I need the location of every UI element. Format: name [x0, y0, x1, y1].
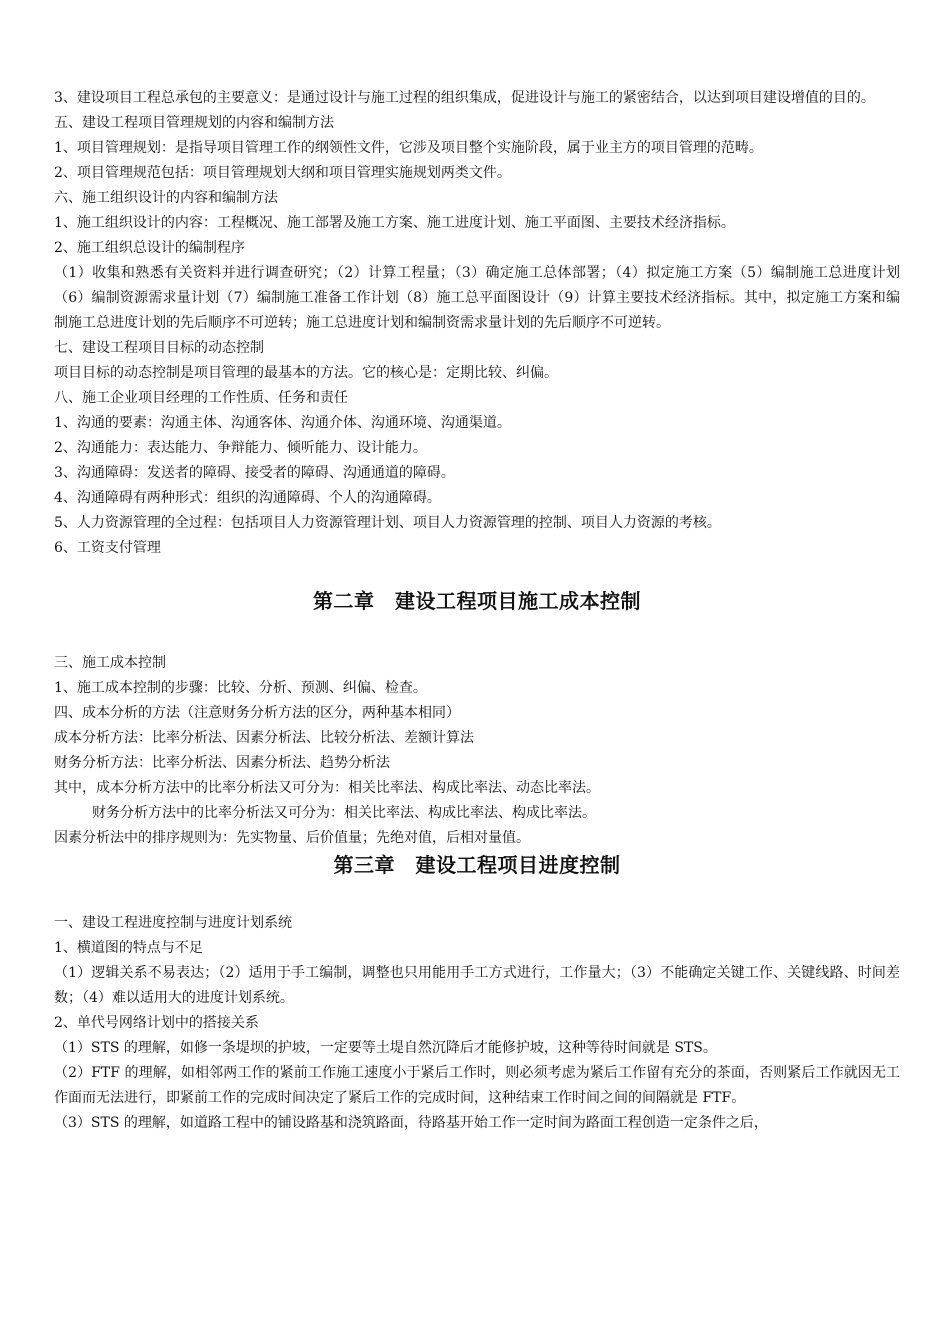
paragraph: 因素分析法中的排序规则为：先实物量、后价值量；先绝对值，后相对量值。	[54, 830, 530, 846]
section-heading: 一、建设工程进度控制与进度计划系统	[54, 915, 292, 931]
paragraph: 2、沟通能力：表达能力、争辩能力、倾听能力、设计能力。	[54, 440, 427, 456]
paragraph: 4、沟通障碍有两种形式：组织的沟通障碍、个人的沟通障碍。	[54, 490, 441, 506]
paragraph: （1）收集和熟悉有关资料并进行调查研究；（2）计算工程量；（3）确定施工总体部署；（4）拟定施工方案（5）编制施工总进度计划（6）编制资源需求量计划（7）编制施工准备工作计划（8）施工总平面图设计（9）计算主要技术经济指标。其中，拟定施工方案和编制施工总进度计划的先后顺序不可逆转；施工总进度计划和编制资需求量计划的先后顺序不可逆转。	[54, 265, 900, 331]
section-heading: 三、施工成本控制	[54, 655, 166, 671]
section-project-management	[54, 86, 900, 561]
paragraph: 5、人力资源管理的全过程：包括项目人力资源管理计划、项目人力资源管理的控制、项目人力资源的考核。	[54, 515, 721, 531]
paragraph: 1、施工成本控制的步骤：比较、分析、预测、纠偏、检查。	[54, 680, 427, 696]
section-heading: 七、建设工程项目目标的动态控制	[54, 340, 264, 356]
paragraph: 2、单代号网络计划中的搭接关系	[54, 1015, 259, 1031]
spacer	[54, 561, 900, 587]
paragraph: 2、施工组织总设计的编制程序	[54, 240, 245, 256]
chapter-3-title: 第三章 建设工程项目进度控制	[333, 853, 621, 877]
paragraph: 2、项目管理规范包括：项目管理规划大纲和项目管理实施规划两类文件。	[54, 165, 511, 181]
paragraph: 1、项目管理规划：是指导项目管理工作的纲领性文件，它涉及项目整个实施阶段，属于业主方的项目管理的范畴。	[54, 140, 763, 156]
paragraph: 1、横道图的特点与不足	[54, 940, 203, 956]
paragraph: 成本分析方法：比率分析法、因素分析法、比较分析法、差额计算法	[54, 730, 474, 746]
paragraph: 财务分析方法：比率分析法、因素分析法、趋势分析法	[54, 755, 390, 771]
paragraph: 项目目标的动态控制是项目管理的最基本的方法。它的核心是：定期比较、纠偏。	[54, 365, 558, 381]
section-heading: 五、建设工程项目管理规划的内容和编制方法	[54, 115, 334, 131]
paragraph: 3、建设项目工程总承包的主要意义：是通过设计与施工过程的组织集成，促进设计与施工的紧密结合，以达到项目建设增值的目的。	[54, 90, 875, 106]
paragraph: 其中，成本分析方法中的比率分析法又可分为：相关比率法、构成比率法、动态比率法。	[54, 780, 600, 796]
section-heading: 四、成本分析的方法（注意财务分析方法的区分，两种基本相同）	[54, 705, 460, 721]
paragraph: （1）STS 的理解，如修一条堤坝的护坡，一定要等土堤自然沉降后才能修护坡，这种等待时间就是 STS。	[54, 1040, 717, 1056]
paragraph: （3）STS 的理解，如道路工程中的铺设路基和浇筑路面，待路基开始工作一定时间为路面工程创造一定条件之后，	[54, 1115, 768, 1131]
section-cost-control	[54, 651, 900, 851]
paragraph: （1）逻辑关系不易表达；（2）适用于手工编制，调整也只用能用手工方式进行，工作量大；（3）不能确定关键工作、关键线路、时间差数；（4）难以适用大的进度计划系统。	[54, 965, 900, 1006]
section-heading: 八、施工企业项目经理的工作性质、任务和责任	[54, 390, 348, 406]
paragraph-indented: 财务分析方法中的比率分析法又可分为：相关比率法、构成比率法、构成比率法。	[92, 805, 596, 821]
chapter-2-title: 第二章 建设工程项目施工成本控制	[313, 589, 641, 613]
paragraph: 1、施工组织设计的内容：工程概况、施工部署及施工方案、施工进度计划、施工平面图、主要技术经济指标。	[54, 215, 735, 231]
section-schedule-control	[54, 911, 900, 1136]
section-heading: 六、施工组织设计的内容和编制方法	[54, 190, 278, 206]
paragraph: 6、工资支付管理	[54, 540, 161, 556]
spacer	[54, 615, 900, 651]
paragraph: 1、沟通的要素：沟通主体、沟通客体、沟通介体、沟通环境、沟通渠道。	[54, 415, 511, 431]
document-page	[54, 86, 900, 1136]
paragraph: （2）FTF 的理解，如相邻两工作的紧前工作施工速度小于紧后工作时，则必须考虑为紧后工作留有充分的茶面，否则紧后工作就因无工作面而无法进行，即紧前工作的完成时间决定了紧后工作的完成时间，这种结束工作时间之间的间隔就是 FTF。	[54, 1065, 900, 1106]
paragraph: 3、沟通障碍：发送者的障碍、接受者的障碍、沟通通道的障碍。	[54, 465, 455, 481]
spacer	[54, 879, 900, 911]
